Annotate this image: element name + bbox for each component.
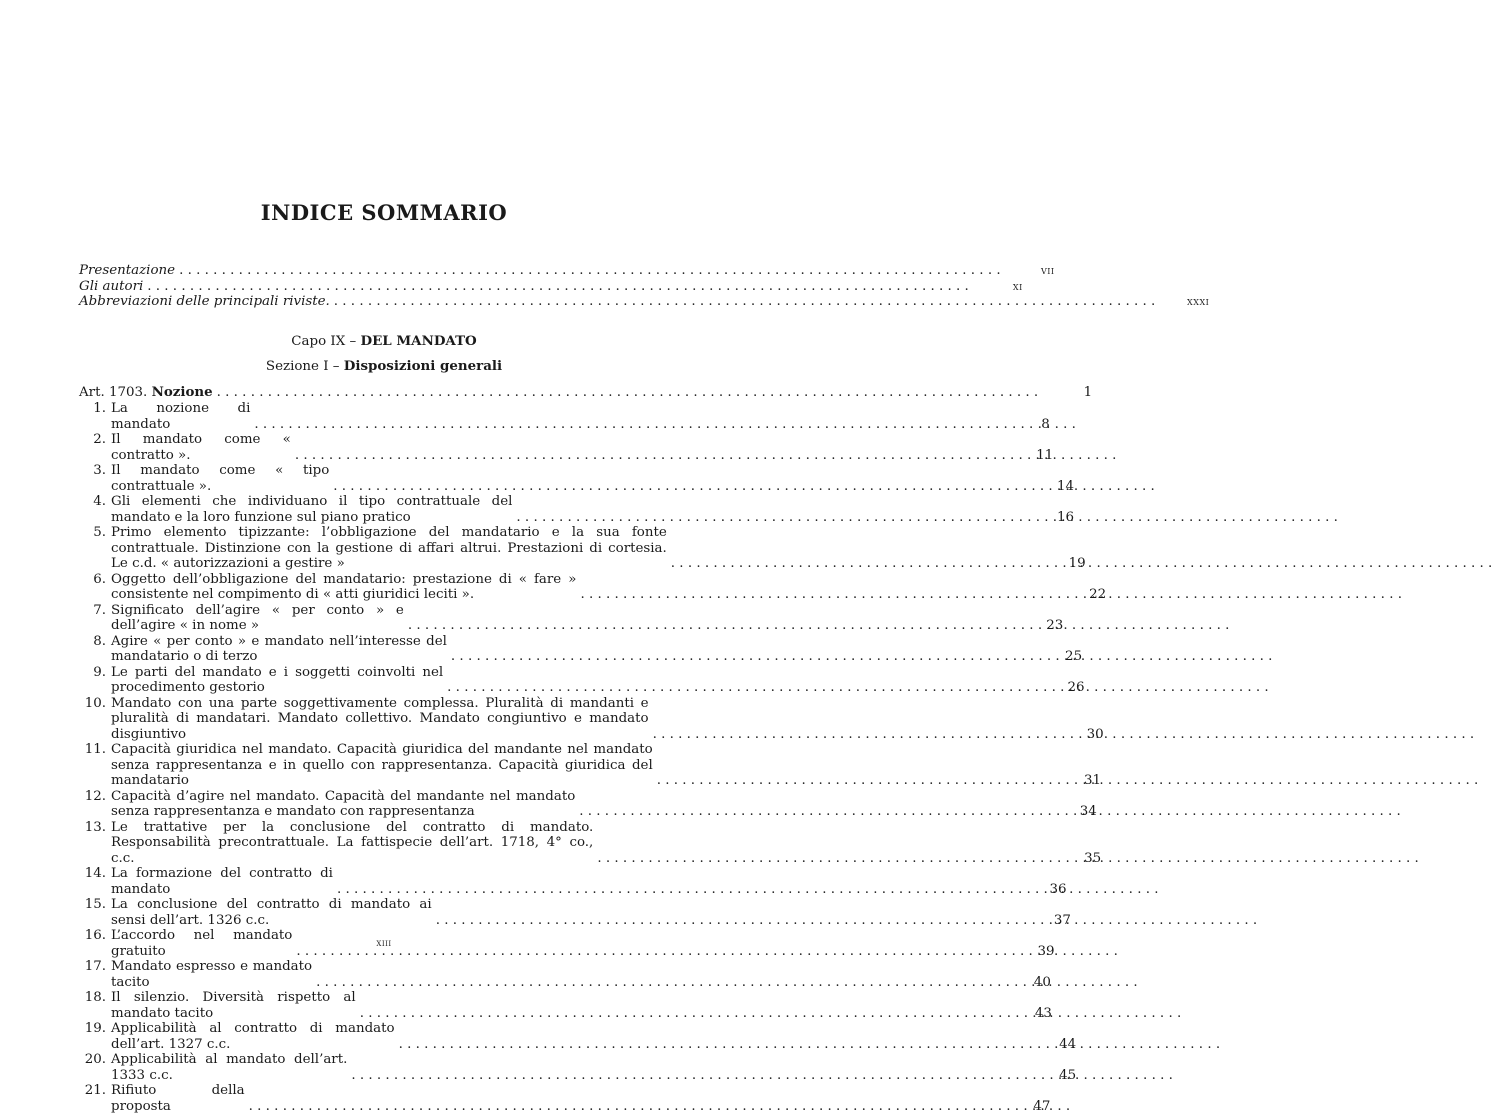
list-item[interactable]: [79, 572, 641, 603]
item-number: 7.: [79, 603, 111, 619]
page-title: INDICE SOMMARIO: [0, 200, 768, 225]
leader-dots: [217, 385, 1039, 401]
item-number: 20.: [79, 1052, 111, 1068]
item-text: Oggetto dell’obbligazione del mandatario: prestazione di « fare » consistente nel compimento di « atti giuridici leciti ».: [111, 572, 576, 603]
item-number: 2.: [79, 432, 111, 448]
item-number: 14.: [79, 866, 111, 882]
item-page: 8: [1008, 417, 1050, 433]
item-page: 26: [1043, 680, 1085, 696]
item-page: 35: [1059, 851, 1101, 867]
leader-dots: [254, 417, 995, 433]
leader-dots: [597, 851, 1047, 867]
section-prefix: Sezione I: [266, 359, 329, 374]
item-page: 45: [1034, 1068, 1076, 1084]
leader-dots: [447, 680, 1030, 696]
item-text: La formazione del contratto di mandato: [111, 866, 333, 897]
list-item[interactable]: [79, 494, 641, 525]
list-item[interactable]: [79, 634, 641, 665]
front-matter-list: [79, 263, 641, 310]
list-item[interactable]: [79, 990, 641, 1021]
leader-dots: [337, 882, 1013, 898]
list-item[interactable]: [79, 820, 641, 867]
item-number: 10.: [79, 696, 111, 712]
page-folio: xiii: [0, 938, 768, 949]
item-text: Mandato espresso e mandato tacito: [111, 959, 312, 990]
item-page: 37: [1029, 913, 1071, 929]
article-entry[interactable]: [79, 385, 641, 401]
toc-page: vii: [1013, 263, 1055, 279]
list-item[interactable]: [79, 401, 641, 432]
leader-dots: [657, 773, 1047, 789]
article-page: 1: [1050, 385, 1092, 401]
toc-entry[interactable]: [79, 263, 641, 279]
list-item[interactable]: [79, 959, 641, 990]
chapter-separator: –: [350, 334, 357, 349]
item-page: 34: [1055, 804, 1097, 820]
toc-page: xi: [981, 279, 1023, 295]
item-page: 14: [1032, 479, 1074, 495]
item-page: 16: [1032, 510, 1074, 526]
item-text: Applicabilità al contratto di mandato dell’art. 1327 c.c.: [111, 1021, 395, 1052]
item-page: 43: [1010, 1006, 1052, 1022]
item-number: 13.: [79, 820, 111, 836]
item-text: Il silenzio. Diversità rispetto al mandato tacito: [111, 990, 356, 1021]
leader-dots: [436, 913, 1017, 929]
item-text: La conclusione del contratto di mandato ai sensi dell’art. 1326 c.c.: [111, 897, 432, 928]
item-page: 36: [1025, 882, 1067, 898]
leader-dots: [316, 975, 997, 991]
list-item[interactable]: [79, 866, 641, 897]
section-name: Disposizioni generali: [344, 358, 502, 374]
leader-dots: [516, 510, 1020, 526]
item-number: 8.: [79, 634, 111, 650]
list-item[interactable]: [79, 789, 641, 820]
leader-dots: [249, 1099, 997, 1114]
article-name: Nozione: [152, 384, 213, 400]
leader-dots: [579, 804, 1043, 820]
item-page: 19: [1044, 556, 1086, 572]
item-text: Le parti del mandato e i soggetti coinvolti nel procedimento gestorio: [111, 665, 443, 696]
leader-dots: [351, 1068, 1022, 1084]
list-item[interactable]: [79, 432, 641, 463]
leader-dots: [179, 263, 1001, 279]
item-text: Primo elemento tipizzante: l’obbligazione del mandatario e la sua fonte contrattuale. Distinzione con la gestione di affari altrui. Prestazioni di cortesia. Le c.d. « autorizzazioni a gestire »: [111, 525, 667, 572]
list-item[interactable]: [79, 463, 641, 494]
item-page: 11: [1011, 448, 1053, 464]
item-number: 4.: [79, 494, 111, 510]
item-number: 5.: [79, 525, 111, 541]
item-number: 1.: [79, 401, 111, 417]
item-text: Significato dell’agire « per conto » e dell’agire « in nome »: [111, 603, 404, 634]
item-number: 19.: [79, 1021, 111, 1037]
toc-page: xxxi: [1167, 294, 1209, 310]
article-prefix: Art. 1703.: [79, 385, 147, 400]
chapter-heading: [0, 333, 768, 349]
item-number: 3.: [79, 463, 111, 479]
item-text: Il mandato come « tipo contrattuale ».: [111, 463, 329, 494]
item-page: 40: [1009, 975, 1051, 991]
list-item[interactable]: [79, 742, 641, 789]
list-item[interactable]: [79, 1052, 641, 1083]
item-text: La nozione di mandato: [111, 401, 250, 432]
list-item[interactable]: [79, 603, 641, 634]
item-text: L’accordo nel mandato gratuito: [111, 928, 292, 959]
toc-entry[interactable]: [79, 294, 641, 310]
list-item[interactable]: [79, 1021, 641, 1052]
item-text: Mandato con una parte soggettivamente complessa. Pluralità di mandanti e pluralità di mandatari. Mandato collettivo. Mandato congiuntivo e mandato disgiuntivo: [111, 696, 649, 743]
leader-dots: [580, 587, 1052, 603]
item-text: Applicabilità al mandato dell’art. 1333 c.c.: [111, 1052, 347, 1083]
item-text: Capacità d’agire nel mandato. Capacità del mandante nel mandato senza rappresentanza e mandato con rappresentanza: [111, 789, 575, 820]
leader-dots: [671, 556, 1032, 572]
item-text: Agire « per conto » e mandato nell’interesse del mandatario o di terzo: [111, 634, 447, 665]
leader-dots: [653, 727, 1050, 743]
item-number: 6.: [79, 572, 111, 588]
toc-entry[interactable]: [79, 279, 641, 295]
item-page: 39: [1013, 944, 1055, 960]
article-items-list: [79, 401, 641, 1114]
list-item[interactable]: [79, 696, 641, 743]
toc-label: Abbreviazioni delle principali riviste.: [79, 294, 330, 310]
chapter-prefix: Capo IX: [291, 334, 345, 349]
item-text: Gli elementi che individuano il tipo contrattuale del mandato e la loro funzione sul piano pratico: [111, 494, 512, 525]
leader-dots: [334, 294, 1156, 310]
section-heading: [0, 358, 768, 374]
section-separator: –: [333, 359, 340, 374]
toc-label: Presentazione: [79, 263, 175, 279]
item-number: 18.: [79, 990, 111, 1006]
item-number: 21.: [79, 1083, 111, 1099]
item-text: Il mandato come « contratto ».: [111, 432, 291, 463]
leader-dots: [147, 279, 969, 295]
item-number: 17.: [79, 959, 111, 975]
leader-dots: [360, 1006, 998, 1022]
item-page: 31: [1059, 773, 1101, 789]
toc-label: Gli autori: [79, 279, 143, 295]
list-item[interactable]: [79, 897, 641, 928]
item-number: 16.: [79, 928, 111, 944]
item-page: 23: [1021, 618, 1063, 634]
list-item[interactable]: [79, 665, 641, 696]
item-text: Le trattative per la conclusione del contratto di mandato. Responsabilità precontrattuale. La fattispecie dell’art. 1718, 4° co., c.c.: [111, 820, 593, 867]
leader-dots: [451, 649, 1028, 665]
item-number: 9.: [79, 665, 111, 681]
item-page: 44: [1034, 1037, 1076, 1053]
item-text: Capacità giuridica nel mandato. Capacità giuridica del mandante nel mandato senza rappresentanza e in quello con rappresentanza. Capacità giuridica del mandatario: [111, 742, 653, 789]
item-page: 22: [1064, 587, 1106, 603]
item-page: 25: [1040, 649, 1082, 665]
item-text: Rifiuto della proposta: [111, 1083, 245, 1114]
item-page: 47: [1008, 1099, 1050, 1114]
leader-dots: [399, 1037, 1023, 1053]
chapter-name: DEL MANDATO: [360, 333, 476, 349]
leader-dots: [295, 448, 999, 464]
item-number: 11.: [79, 742, 111, 758]
list-item[interactable]: [79, 525, 641, 572]
item-page: 30: [1062, 727, 1104, 743]
item-number: 12.: [79, 789, 111, 805]
leader-dots: [408, 618, 1009, 634]
leader-dots: [333, 479, 1020, 495]
item-number: 15.: [79, 897, 111, 913]
list-item[interactable]: [79, 1083, 641, 1114]
